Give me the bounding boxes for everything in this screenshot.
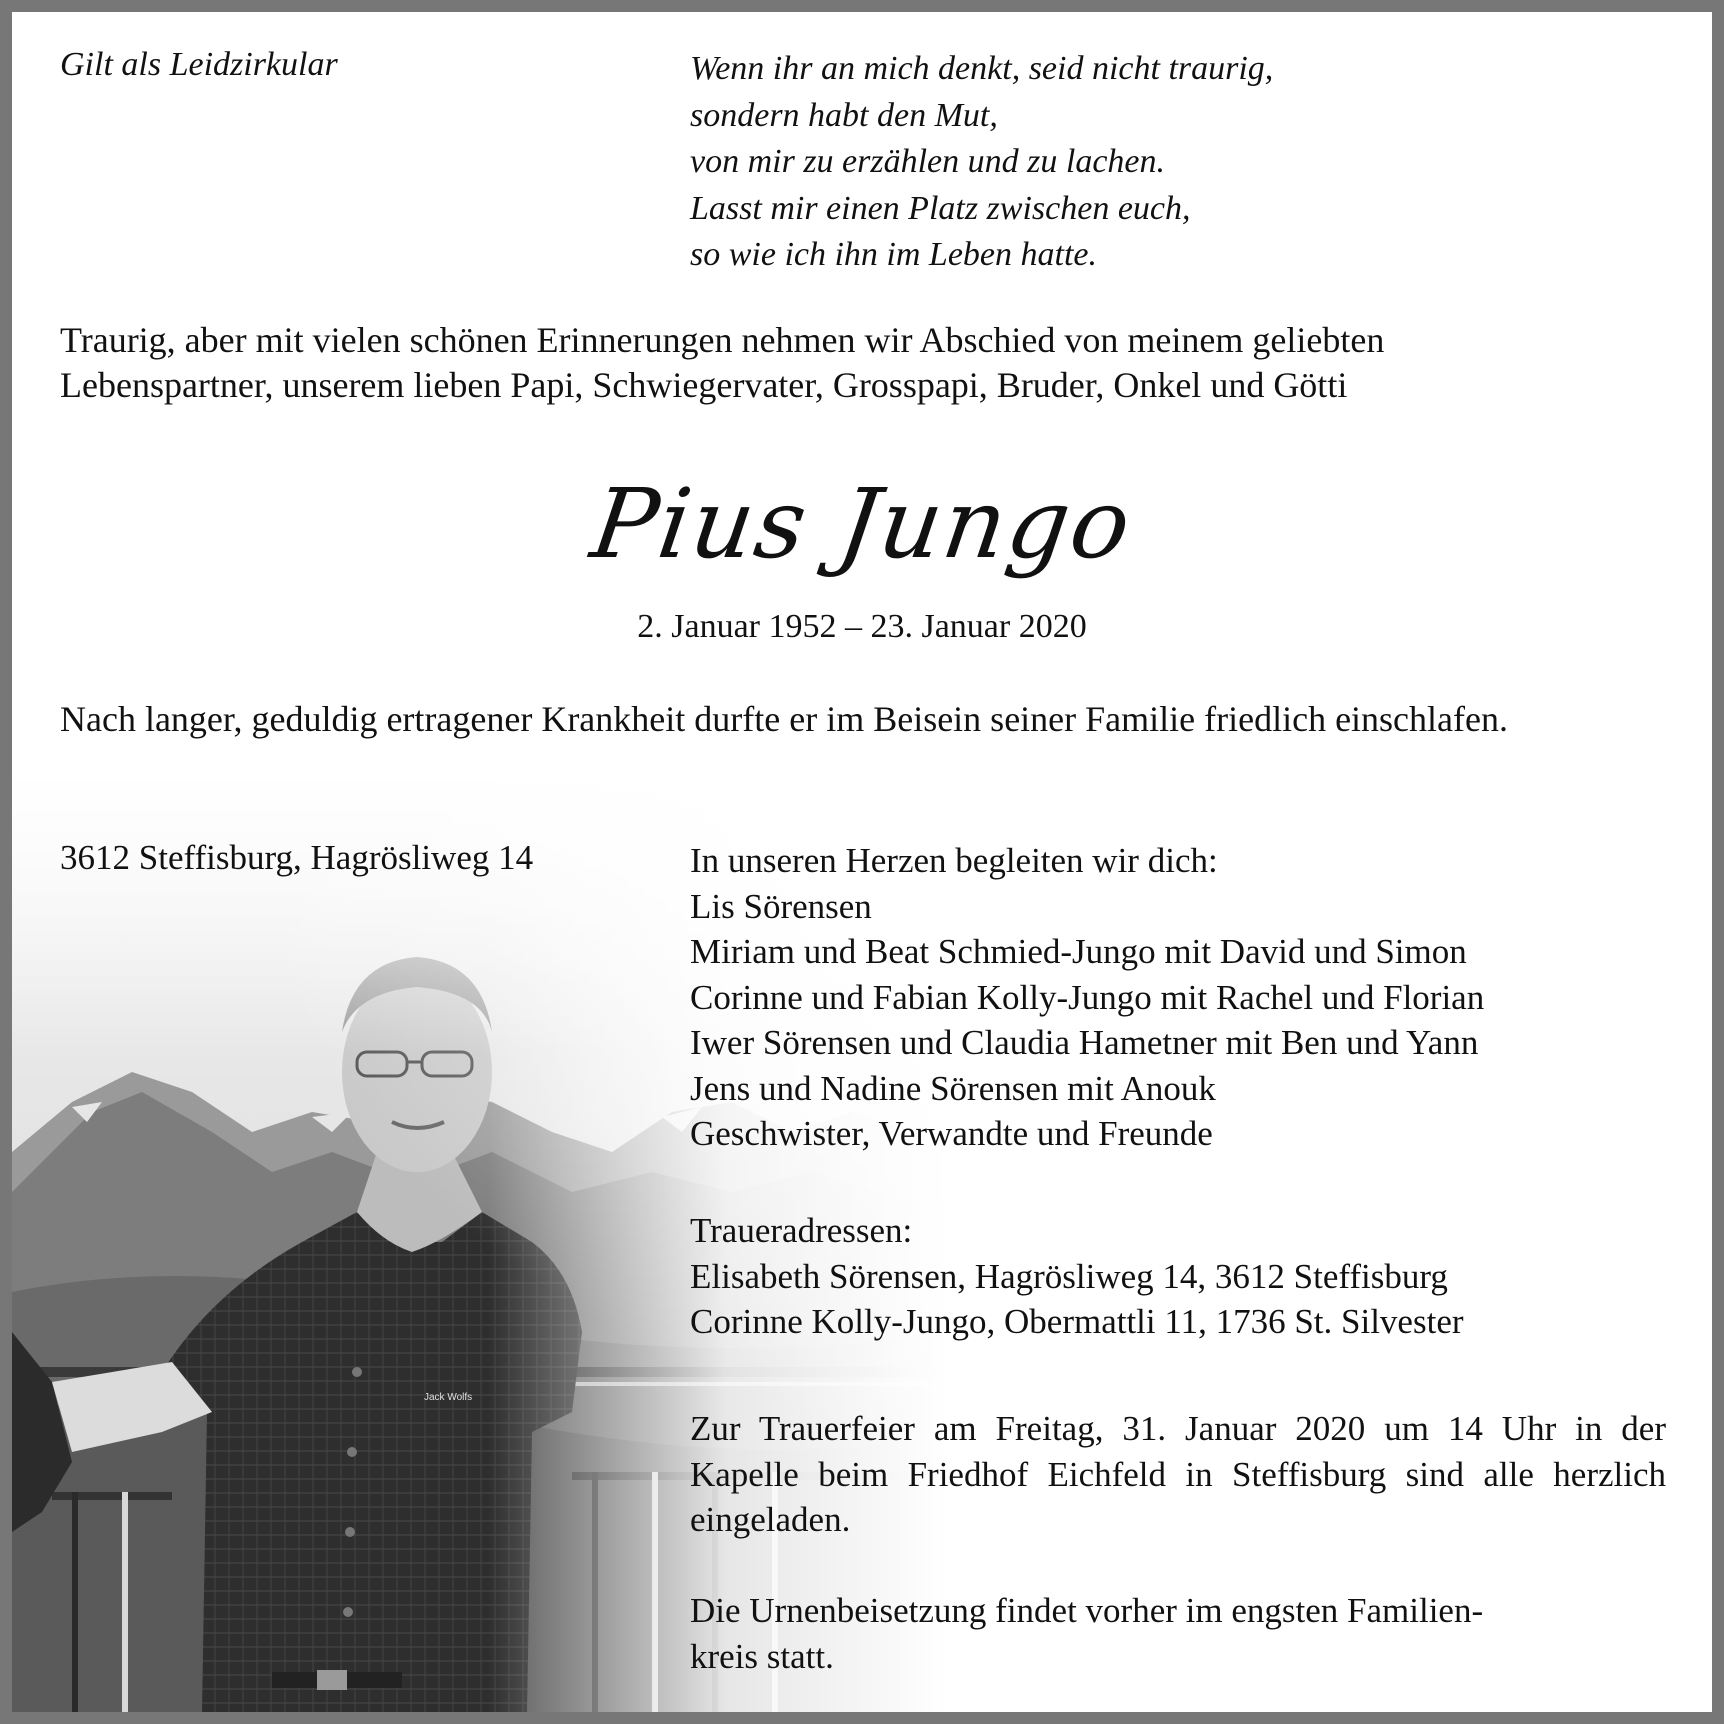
mourning-address: Corinne Kolly-Jungo, Obermattli 11, 1736 St. Silvester (690, 1302, 1464, 1341)
mourning-address: Elisabeth Sörensen, Hagrösliweg 14, 3612 Steffisburg (690, 1256, 1448, 1296)
family-list (690, 838, 1666, 1157)
intro-paragraph (60, 318, 1664, 408)
ceremony-paragraph: Zur Trauerfeier am Freitag, 31. Januar 2020 um 14 Uhr in der Kapelle beim Friedhof Eichfeld in Steffisburg sind alle herzlich eingeladen. (690, 1409, 1666, 1539)
addresses-heading: Traueradressen: (690, 1211, 913, 1250)
poem-line: Wenn ihr an mich denkt, seid nicht traurig, (690, 50, 1274, 87)
family-member: Lis Sörensen (690, 886, 872, 926)
family-member: Geschwister, Verwandte und Freunde (690, 1114, 1213, 1153)
urn-paragraph (690, 1588, 1666, 1679)
deceased-name: Pius Jungo (584, 468, 1140, 580)
passing-paragraph: Nach langer, geduldig ertragener Krankheit durfte er im Beisein seiner Familie friedlich einschlafen. (60, 699, 1508, 739)
urn-line: kreis statt. (690, 1636, 834, 1676)
poem-line: von mir zu erzählen und zu lachen. (690, 143, 1166, 180)
family-member: Iwer Sörensen und Claudia Hametner mit Ben und Yann (690, 1023, 1479, 1062)
mourning-addresses (690, 1208, 1666, 1345)
poem-line: sondern habt den Mut, (690, 96, 998, 134)
intro-line: Lebenspartner, unserem lieben Papi, Schwiegervater, Grosspapi, Bruder, Onkel und Götti (60, 365, 1348, 405)
family-member: Corinne und Fabian Kolly-Jungo mit Rachel und Florian (690, 977, 1485, 1017)
poem-line: so wie ich ihn im Leben hatte. (690, 236, 1098, 273)
circular-label: Gilt als Leidzirkular (60, 46, 338, 83)
obituary-page (12, 12, 1712, 1712)
life-dates: 2. Januar 1952 – 23. Januar 2020 (637, 608, 1087, 645)
poem (690, 46, 1273, 279)
poem-line: Lasst mir einen Platz zwischen euch, (690, 189, 1191, 227)
home-address: 3612 Steffisburg, Hagrösliweg 14 (60, 838, 534, 877)
intro-line: Traurig, aber mit vielen schönen Erinnerungen nehmen wir Abschied von meinem geliebten (60, 320, 1385, 360)
family-member: Miriam und Beat Schmied-Jungo mit David und Simon (690, 932, 1467, 971)
family-member: Jens und Nadine Sörensen mit Anouk (690, 1068, 1216, 1108)
family-heading: In unseren Herzen begleiten wir dich: (690, 841, 1218, 880)
urn-line: Die Urnenbeisetzung findet vorher im engsten Familien- (690, 1591, 1484, 1630)
